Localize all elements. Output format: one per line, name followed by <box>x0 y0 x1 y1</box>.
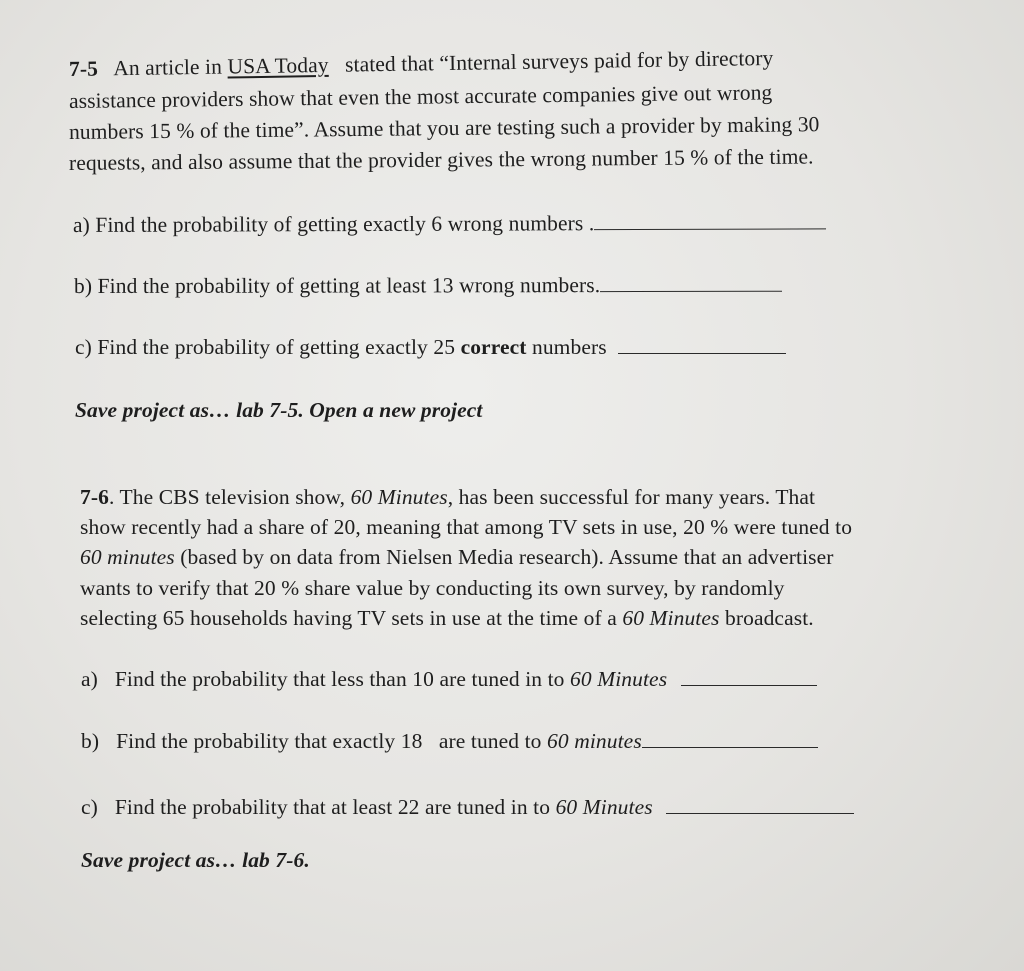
show-title: 60 Minutes <box>350 485 448 509</box>
question-label: c) <box>81 795 98 819</box>
intro-text: An article in <box>113 54 223 81</box>
intro-text: . The CBS television show, <box>108 485 346 509</box>
question-7-6-c <box>81 787 854 822</box>
problem-7-5-line-3: numbers 15 % of the time”. Assume that you are testing such a provider by making 30 <box>68 112 820 144</box>
save-note-7-5: Save project as… lab 7-5. Open a new project <box>75 398 483 422</box>
source-name: USA Today <box>227 52 329 79</box>
answer-blank[interactable] <box>666 787 854 814</box>
show-title: 60 Minutes <box>570 667 668 691</box>
question-7-5-c <box>75 332 786 362</box>
question-label: b) <box>81 729 100 753</box>
save-note-7-6: Save project as… lab 7-6. <box>81 848 310 872</box>
question-7-5-a <box>73 207 826 240</box>
problem-7-6-line-5 <box>80 603 814 633</box>
question-text-end: numbers <box>531 335 607 359</box>
answer-blank[interactable] <box>681 667 817 686</box>
line-text-end: broadcast. <box>724 606 814 630</box>
question-text: Find the probability that exactly 18 are tuned to <box>116 729 542 753</box>
problem-7-5-line-4: requests, and also assume that the provider gives the wrong number 15 % of the time. <box>68 144 814 175</box>
question-7-5-b <box>74 270 782 301</box>
intro-text-continued: stated that “Internal surveys paid for by directory <box>344 45 774 77</box>
answer-blank[interactable] <box>642 729 818 748</box>
question-7-6-b <box>81 726 818 756</box>
problem-7-5-line-2: assistance providers show that even the most accurate companies give out wrong <box>68 80 773 113</box>
line-text: (based by on data from Nielsen Media research). Assume that an advertiser <box>180 545 834 569</box>
question-text: c) Find the probability of getting exactly 25 <box>75 335 456 359</box>
problem-number: 7-6 <box>80 485 109 509</box>
answer-blank[interactable] <box>600 273 782 292</box>
problem-7-6-line-1 <box>80 482 815 512</box>
problem-number: 7-5 <box>68 56 99 81</box>
answer-blank[interactable] <box>618 335 786 354</box>
show-title: 60 Minutes <box>622 606 720 630</box>
question-text: a) Find the probability of getting exactly 6 wrong numbers . <box>72 211 595 237</box>
intro-text-continued: , has been successful for many years. That <box>447 485 816 509</box>
answer-blank[interactable] <box>594 210 826 230</box>
problem-7-6-line-4: wants to verify that 20 % share value by conducting its own survey, by randomly <box>80 576 785 600</box>
question-text: Find the probability that at least 22 are tuned in to <box>114 795 551 819</box>
emphasized-word: correct <box>460 335 527 359</box>
problem-7-6-line-3 <box>80 542 834 572</box>
question-7-6-a <box>81 664 817 694</box>
question-text: Find the probability that less than 10 are tuned in to <box>114 667 565 691</box>
show-title: 60 Minutes <box>555 795 653 819</box>
show-title: 60 minutes <box>80 545 175 569</box>
show-title: 60 minutes <box>547 729 642 753</box>
question-label: a) <box>81 667 98 691</box>
line-text: selecting 65 households having TV sets in use at the time of a <box>80 606 617 630</box>
question-text: b) Find the probability of getting at least 13 wrong numbers. <box>73 273 601 298</box>
problem-7-6-line-2: show recently had a share of 20, meaning that among TV sets in use, 20 % were tuned to <box>80 515 853 539</box>
